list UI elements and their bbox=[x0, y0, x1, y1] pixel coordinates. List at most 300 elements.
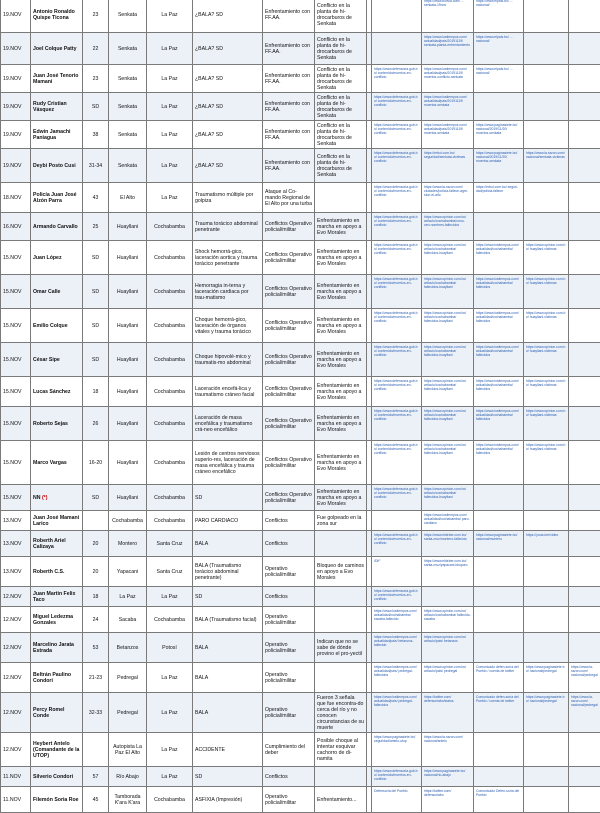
source-link-2[interactable] bbox=[422, 65, 474, 93]
source-link-2-text[interactable]: https://www.la-razon.com/ nacional/antelo bbox=[424, 735, 463, 743]
source-link-2-text[interactable]: https://twitter.com/ defensoriabo bbox=[424, 789, 451, 797]
name-cell-text: Roberto Sejas bbox=[33, 421, 68, 427]
source-link-5[interactable] bbox=[569, 663, 600, 693]
source-link-5 bbox=[569, 275, 600, 309]
source-link-2-text[interactable]: https://www.la-razon.com/ ciudades/policia-fallece-agre-sion-el-alto bbox=[424, 185, 468, 197]
source-link-4-text[interactable]: https://www.la-razon.com/ nacional/senkata-victimas bbox=[526, 151, 565, 159]
source-link-2-text[interactable]: https://www.opinion.com.bo/ articulo/cochabamba/ fallecidos-huayllani bbox=[424, 345, 466, 357]
circumstance-cell-text: Operativo policial/militar bbox=[265, 642, 296, 654]
city-cell bbox=[147, 531, 193, 557]
circumstance-cell bbox=[263, 587, 315, 607]
table-row bbox=[1, 485, 600, 511]
source-link-1 bbox=[372, 557, 422, 587]
circumstance-cell-text: Enfrentamiento con FF.AA. bbox=[265, 160, 310, 172]
source-link-1-text[interactable]: https://www.defensoria.gob.bo/ contenido/muertos-en-conflicto bbox=[374, 487, 418, 499]
source-link-4[interactable] bbox=[524, 531, 569, 557]
source-link-4[interactable] bbox=[524, 149, 569, 183]
context-cell bbox=[315, 241, 367, 275]
city-cell-text: Santa Cruz bbox=[157, 541, 183, 547]
date-cell bbox=[1, 343, 31, 377]
age-cell bbox=[83, 377, 109, 407]
source-link-3 bbox=[474, 587, 524, 607]
source-link-2-text[interactable]: https://www.opinion.com.bo/ articulo/cochabamba/ fallecidos-huayllani bbox=[424, 311, 466, 323]
cause-cell-text: ASFIXIA (Impresión) bbox=[195, 797, 242, 803]
zone-cell bbox=[109, 607, 147, 633]
source-link-1[interactable] bbox=[372, 93, 422, 121]
source-link-2-text[interactable]: https://www.opinion.com.bo/ articulo/cochabamba/ fallecido-sacaba bbox=[424, 609, 471, 621]
date-cell-text: 15.NOV bbox=[3, 421, 21, 427]
source-link-4[interactable] bbox=[524, 407, 569, 441]
source-link-1[interactable] bbox=[372, 65, 422, 93]
table-row bbox=[1, 183, 600, 213]
source-link-2-text[interactable]: https://www.opinion.com.bo/ articulo/cochabamba/ fallecidos-huayllani bbox=[424, 409, 466, 421]
source-link-1-text[interactable]: https://www.defensoria.gob.bo/ contenido/muertos-en-conflicto bbox=[374, 533, 418, 545]
source-link-1-text[interactable]: https://www.lostiempos.com/ actualidad/cochabamba/ sacaba-fallecido bbox=[374, 609, 417, 621]
source-link-2[interactable] bbox=[422, 213, 474, 241]
zone-cell bbox=[109, 241, 147, 275]
source-link-4-text[interactable]: https://www.opinion.com.bo/ huayllani-victimas bbox=[526, 311, 565, 319]
source-link-1-text: IDIF bbox=[374, 559, 380, 563]
source-link-1[interactable] bbox=[372, 663, 422, 693]
city-cell bbox=[147, 441, 193, 485]
source-link-1-text[interactable]: https://www.defensoria.gob.bo/ contenido/muertos-en-conflicto bbox=[374, 345, 418, 357]
source-link-2[interactable] bbox=[422, 407, 474, 441]
age-cell-text: 45 bbox=[93, 797, 99, 803]
zone-cell bbox=[109, 121, 147, 149]
source-link-2-text[interactable]: https://www.opinion.com.bo/ articulo/cochabamba/ fallecidos-huayllani bbox=[424, 379, 466, 391]
table-row bbox=[1, 587, 600, 607]
source-link-1[interactable] bbox=[372, 121, 422, 149]
source-link-2[interactable] bbox=[422, 33, 474, 65]
circumstance-cell bbox=[263, 377, 315, 407]
context-cell bbox=[315, 767, 367, 787]
source-link-3-text[interactable]: https://www.lostiempos.com/ actualidad/cochabamba/ fallecidos bbox=[476, 311, 519, 323]
source-link-1-text[interactable]: https://www.defensoria.gob.bo/ contenido/muertos-en-conflicto bbox=[374, 151, 418, 163]
source-link-2[interactable] bbox=[422, 183, 474, 213]
source-link-2[interactable] bbox=[422, 149, 474, 183]
source-link-4 bbox=[524, 557, 569, 587]
source-link-4-text[interactable]: https://www.opinion.com.bo/ huayllani-victimas bbox=[526, 243, 565, 251]
cause-cell bbox=[193, 587, 263, 607]
date-cell-text: 13.NOV bbox=[3, 541, 21, 547]
date-cell bbox=[1, 511, 31, 531]
name-cell-text: Silverio Condori bbox=[33, 774, 73, 780]
source-link-1-text[interactable]: https://www.defensoria.gob.bo/ contenido/muertos-en-conflicto bbox=[374, 185, 418, 197]
source-link-2-text[interactable]: https://www.lostiempos.com/ actualidad/pais/20191119/ muertos-conflicto-senkata bbox=[424, 67, 467, 79]
source-link-3[interactable] bbox=[474, 149, 524, 183]
source-link-1-text[interactable]: https://www.defensoria.gob.bo/ contenido/muertos-en-conflicto bbox=[374, 67, 418, 79]
context-cell bbox=[315, 693, 367, 733]
date-cell bbox=[1, 241, 31, 275]
source-link-4[interactable] bbox=[524, 241, 569, 275]
source-link-5 bbox=[569, 93, 600, 121]
source-link-3-text[interactable]: https://www.lostiempos.com/ actualidad/cochabamba/ fallecidos bbox=[476, 409, 519, 421]
source-link-3[interactable] bbox=[474, 275, 524, 309]
source-link-4[interactable] bbox=[524, 309, 569, 343]
source-link-2[interactable] bbox=[422, 275, 474, 309]
source-link-3-text[interactable]: https://www.elpais.bo/ ... nacional/ bbox=[476, 0, 513, 7]
city-cell-text: Cochabamba bbox=[154, 224, 185, 230]
source-link-2-text[interactable]: https://erbol.com.bo/ seguridad/senkata-victimas bbox=[424, 151, 465, 159]
source-link-1[interactable] bbox=[372, 767, 422, 787]
city-cell bbox=[147, 587, 193, 607]
source-link-5-text[interactable]: https://www.la-razon.com/ nacional/pedregal bbox=[571, 665, 598, 677]
date-cell-text: 12.NOV bbox=[3, 617, 21, 623]
source-link-2-text[interactable]: https://www.opinion.com.bo/ articulo/cochabamba/ fallecidos-huayllani bbox=[424, 487, 466, 499]
source-link-4-text[interactable]: https://www.opinion.com.bo/ huayllani-victimas bbox=[526, 409, 565, 417]
source-link-2-text[interactable]: https://www.opinion.com.bo/ articulo/cochabamba/ fallecidos-huayllani bbox=[424, 243, 466, 255]
source-link-2[interactable] bbox=[422, 377, 474, 407]
name-cell bbox=[31, 149, 83, 183]
city-cell bbox=[147, 33, 193, 65]
cause-cell-text: ¿BALA? SD bbox=[195, 132, 223, 138]
source-link-4[interactable] bbox=[524, 441, 569, 485]
source-link-3-text[interactable]: https://www.lostiempos.com/ actualidad/cochabamba/ fallecidos bbox=[476, 345, 519, 357]
source-link-1-text[interactable]: https://www.defensoria.gob.bo/ contenido/muertos-en-conflicto bbox=[374, 215, 418, 227]
name-cell-text: Edwin Jamachi Paniagua bbox=[33, 129, 70, 141]
name-cell bbox=[31, 767, 83, 787]
source-link-1[interactable] bbox=[372, 693, 422, 733]
source-link-3-text[interactable]: https://www.elpais.bo/ ... nacional/ bbox=[476, 35, 513, 43]
source-link-2-text[interactable]: https://www.opinion.com.bo/ articulo/cochabamba/cono-cen-nombres-fallecidos bbox=[424, 215, 466, 227]
zone-cell bbox=[109, 33, 147, 65]
source-link-1[interactable] bbox=[372, 241, 422, 275]
source-link-1-text[interactable]: https://www.defensoria.gob.bo/ contenido/muertos-en-conflicto bbox=[374, 95, 418, 107]
context-cell bbox=[315, 485, 367, 511]
circumstance-cell-text: Operativo policial/militar bbox=[265, 707, 296, 719]
source-link-4-text[interactable]: https://www.paginasiete.bo/ nacional/pedregal bbox=[526, 695, 564, 703]
age-cell bbox=[83, 587, 109, 607]
date-cell bbox=[1, 309, 31, 343]
source-link-1[interactable] bbox=[372, 485, 422, 511]
source-link-1-text[interactable]: https://www.defensoria.gob.bo/ contenido/muertos-en-conflicto bbox=[374, 443, 418, 455]
cause-cell bbox=[193, 275, 263, 309]
source-link-1[interactable] bbox=[372, 407, 422, 441]
source-link-5 bbox=[569, 343, 600, 377]
age-cell bbox=[83, 511, 109, 531]
source-link-2-text[interactable]: https://www.opinion.com.bo/ articulo/pais/ pedregal bbox=[424, 665, 466, 673]
source-link-3[interactable] bbox=[474, 377, 524, 407]
source-link-4-text[interactable]: https://youtu.be/video bbox=[526, 533, 558, 537]
age-cell bbox=[83, 0, 109, 33]
source-link-3[interactable] bbox=[474, 33, 524, 65]
source-link-4[interactable] bbox=[524, 693, 569, 733]
source-link-3[interactable] bbox=[474, 309, 524, 343]
source-link-4[interactable] bbox=[524, 663, 569, 693]
name-cell-text: NN bbox=[33, 495, 41, 501]
age-cell bbox=[83, 557, 109, 587]
source-link-2-text[interactable]: https://www.eldeber.com.bo/ santa-cruz/yapacani-bloqueo bbox=[424, 559, 468, 567]
cause-cell-text: ¿BALA? SD bbox=[195, 46, 223, 52]
source-link-3[interactable] bbox=[474, 183, 524, 213]
source-link-1-text[interactable]: https://www.defensoria.gob.bo/ contenido/muertos-en-conflicto bbox=[374, 379, 418, 391]
source-link-2[interactable] bbox=[422, 663, 474, 693]
city-cell-text: La Paz bbox=[161, 710, 177, 716]
cause-cell-text: ¿BALA? SD bbox=[195, 104, 223, 110]
zone-cell-text: Tamborada K'ara K'ara bbox=[115, 794, 141, 806]
source-link-1[interactable] bbox=[372, 183, 422, 213]
source-link-5 bbox=[569, 33, 600, 65]
source-link-1 bbox=[372, 787, 422, 813]
age-cell bbox=[83, 149, 109, 183]
zone-cell bbox=[109, 531, 147, 557]
source-link-1-text[interactable]: https://www.defensoria.gob.bo/ contenido/muertos-en-conflicto bbox=[374, 769, 418, 781]
source-link-2[interactable] bbox=[422, 787, 474, 813]
city-cell bbox=[147, 767, 193, 787]
age-cell-text: SD bbox=[92, 289, 99, 295]
source-link-1-text[interactable]: https://www.lostiempos.com/ actualidad/pais/ pedregal-fallecidos bbox=[374, 665, 417, 677]
zone-cell-text: Huayllani bbox=[117, 421, 138, 427]
source-link-1[interactable] bbox=[372, 441, 422, 485]
source-link-2[interactable] bbox=[422, 557, 474, 587]
source-link-2[interactable] bbox=[422, 241, 474, 275]
source-link-2[interactable] bbox=[422, 93, 474, 121]
source-link-1-text[interactable]: https://www.defensoria.gob.bo/ contenido/muertos-en-conflicto bbox=[374, 589, 418, 601]
source-link-4 bbox=[524, 213, 569, 241]
source-link-5-text[interactable]: https://www.la-razon.com/ nacional/pedregal bbox=[571, 695, 598, 707]
zone-cell-text: Huayllani bbox=[117, 460, 138, 466]
city-cell-text: Cochabamba bbox=[154, 421, 185, 427]
city-cell-text: La Paz bbox=[161, 46, 177, 52]
zone-cell bbox=[109, 485, 147, 511]
date-cell-text: 15.NOV bbox=[3, 460, 21, 466]
source-link-3[interactable] bbox=[474, 241, 524, 275]
circumstance-cell-text: Operativo policial/militar bbox=[265, 566, 296, 578]
circumstance-cell bbox=[263, 693, 315, 733]
circumstance-cell bbox=[263, 65, 315, 93]
source-link-2-text[interactable]: https://www.lostiempos.com/ actualidad/pais/20191119/ muertos-senkata bbox=[424, 95, 467, 107]
name-cell-text: Roberth C.S. bbox=[33, 569, 64, 575]
name-cell-text: Juan Martin Felix Taco bbox=[33, 591, 75, 603]
table-row bbox=[1, 213, 600, 241]
source-link-2[interactable] bbox=[422, 767, 474, 787]
source-link-1-text[interactable]: https://www.lostiempos.com/ actualidad/pais/ betanzos-fallecido bbox=[374, 635, 417, 647]
source-link-2-text[interactable]: https://twitter.com/ defensoriabo/status bbox=[424, 695, 454, 703]
source-link-2[interactable] bbox=[422, 343, 474, 377]
source-link-5 bbox=[569, 511, 600, 531]
source-link-5[interactable] bbox=[569, 693, 600, 733]
age-cell-text: 23 bbox=[93, 76, 99, 82]
source-link-2-text[interactable]: https://www.opinion.com.bo/ articulo/cochabamba/ fallecidos-huayllani bbox=[424, 277, 466, 289]
context-cell-text: Enfrentamiento en marcha en apoyo a Evo Morales bbox=[317, 383, 361, 401]
source-link-2-text[interactable]: https://www.eldeber.com.bo/ santa-cruz/montero-fallecido bbox=[424, 533, 467, 541]
source-link-2[interactable] bbox=[422, 441, 474, 485]
context-cell bbox=[315, 557, 367, 587]
source-link-5 bbox=[569, 241, 600, 275]
source-link-2-text[interactable]: https://www.paginasiete.bo/ nacional/rio-abajo bbox=[424, 769, 465, 777]
city-cell-text: Cochabamba bbox=[154, 617, 185, 623]
source-link-3-text[interactable]: https://www.lostiempos.com/ actualidad/cochabamba/ fallecidos bbox=[476, 277, 519, 289]
source-link-2-text[interactable]: https://www.opinion.com.bo/ articulo/cochabamba/ fallecidos-huayllani bbox=[424, 443, 466, 455]
cause-cell bbox=[193, 633, 263, 663]
source-link-1-text[interactable]: https://www.defensoria.gob.bo/ contenido/muertos-en-conflicto bbox=[374, 243, 418, 255]
source-link-3[interactable] bbox=[474, 343, 524, 377]
zone-cell bbox=[109, 275, 147, 309]
city-cell bbox=[147, 663, 193, 693]
city-cell bbox=[147, 241, 193, 275]
source-link-4-text[interactable]: https://www.opinion.com.bo/ huayllani-victimas bbox=[526, 379, 565, 387]
source-link-2[interactable] bbox=[422, 633, 474, 663]
city-cell-text: La Paz bbox=[161, 132, 177, 138]
cause-cell bbox=[193, 183, 263, 213]
context-cell-text: Enfrentamiento en marcha en apoyo a Evo Morales bbox=[317, 415, 361, 433]
name-cell bbox=[31, 309, 83, 343]
cause-cell bbox=[193, 511, 263, 531]
source-link-3-text: Comunicado Defen-soría del Pueblo bbox=[476, 789, 519, 797]
context-cell-text: Conflicto en la planta de hi-drocarburos de Senkata bbox=[317, 154, 352, 178]
date-cell bbox=[1, 531, 31, 557]
city-cell-text: La Paz bbox=[161, 76, 177, 82]
source-link-4 bbox=[524, 587, 569, 607]
date-cell-text: 13.NOV bbox=[3, 518, 21, 524]
source-link-5 bbox=[569, 0, 600, 33]
source-link-2[interactable] bbox=[422, 607, 474, 633]
source-link-3[interactable] bbox=[474, 0, 524, 33]
age-cell-text: 20 bbox=[93, 541, 99, 547]
cause-cell bbox=[193, 213, 263, 241]
circumstance-cell-text: Enfrentamiento con FF.AA. bbox=[265, 43, 310, 55]
source-link-3 bbox=[474, 607, 524, 633]
source-link-3[interactable] bbox=[474, 65, 524, 93]
source-link-1[interactable] bbox=[372, 377, 422, 407]
name-cell bbox=[31, 531, 83, 557]
source-link-1-text[interactable]: https://www.defensoria.gob.bo/ contenido/muertos-en-conflicto bbox=[374, 123, 418, 135]
source-link-3-text[interactable]: https://www.lostiempos.com/ actualidad/cochabamba/ fallecidos bbox=[476, 443, 519, 455]
source-link-5 bbox=[569, 121, 600, 149]
date-cell bbox=[1, 183, 31, 213]
source-link-3-text[interactable]: https://www.paginasiete.bo/ nacional/2019/11/20/ muertos-senkata bbox=[476, 151, 517, 163]
source-link-3 bbox=[474, 663, 524, 693]
source-link-2[interactable] bbox=[422, 693, 474, 733]
source-link-4-text[interactable]: https://www.opinion.com.bo/ huayllani-victimas bbox=[526, 443, 565, 451]
circumstance-cell bbox=[263, 663, 315, 693]
source-link-2-text[interactable]: https://www.opinion.com.bo/ articulo/pais/ betanzos bbox=[424, 635, 466, 643]
city-cell bbox=[147, 407, 193, 441]
date-cell bbox=[1, 693, 31, 733]
date-cell-text: 15.NOV bbox=[3, 495, 21, 501]
circumstance-cell bbox=[263, 767, 315, 787]
source-link-3[interactable] bbox=[474, 531, 524, 557]
date-cell-text: 12.NOV bbox=[3, 645, 21, 651]
name-cell-text: Percy Romel Conde bbox=[33, 707, 64, 719]
context-cell-text: Bloqueo de caminos en apoyo a Evo Morales bbox=[317, 563, 364, 581]
context-cell bbox=[315, 0, 367, 33]
context-cell bbox=[315, 33, 367, 65]
source-link-1-text[interactable]: https://www.lostiempos.com/ actualidad/pais/ pedregal-fallecidos bbox=[374, 695, 417, 707]
source-link-3-text[interactable]: https://www.lostiempos.com/ actualidad/cochabamba/ fallecidos bbox=[476, 379, 519, 391]
source-link-2[interactable] bbox=[422, 531, 474, 557]
context-cell bbox=[315, 183, 367, 213]
source-link-3[interactable] bbox=[474, 407, 524, 441]
circumstance-cell-text: Operativo policial/militar bbox=[265, 672, 296, 684]
city-cell-text: Cochabamba bbox=[154, 255, 185, 261]
source-link-5 bbox=[569, 787, 600, 813]
context-cell bbox=[315, 787, 367, 813]
source-link-1[interactable] bbox=[372, 149, 422, 183]
source-link-1-text[interactable]: https://www.defensoria.gob.bo/ contenido/muertos-en-conflicto bbox=[374, 311, 418, 323]
source-link-3[interactable] bbox=[474, 121, 524, 149]
source-link-3-text[interactable]: https://www.elpais.bo/ ... nacional/ bbox=[476, 67, 513, 75]
source-link-1[interactable] bbox=[372, 633, 422, 663]
source-link-3-text[interactable]: https://www.paginasiete.bo/ nacional/montero bbox=[476, 533, 517, 541]
zone-cell-text: Huayllani bbox=[117, 495, 138, 501]
source-link-1 bbox=[372, 33, 422, 65]
source-link-1[interactable] bbox=[372, 213, 422, 241]
source-link-4-text[interactable]: https://www.paginasiete.bo/ nacional/pedregal bbox=[526, 665, 564, 673]
date-cell-text: 12.NOV bbox=[3, 594, 21, 600]
circumstance-cell bbox=[263, 607, 315, 633]
source-link-1[interactable] bbox=[372, 607, 422, 633]
source-link-1[interactable] bbox=[372, 343, 422, 377]
source-link-4-text[interactable]: https://www.opinion.com.bo/ huayllani-victimas bbox=[526, 277, 565, 285]
source-link-3[interactable] bbox=[474, 441, 524, 485]
source-link-1[interactable] bbox=[372, 309, 422, 343]
source-link-2[interactable] bbox=[422, 121, 474, 149]
context-cell-text: Conflicto en la planta de hi-drocarburos de Senkata bbox=[317, 123, 352, 147]
source-link-2[interactable] bbox=[422, 485, 474, 511]
source-link-2[interactable] bbox=[422, 309, 474, 343]
source-link-1-text[interactable]: https://www.defensoria.gob.bo/ contenido/muertos-en-conflicto bbox=[374, 277, 418, 289]
source-link-4 bbox=[524, 511, 569, 531]
source-link-2-text[interactable]: https://www.lostiempos.com/ actualidad/pais/20191119/ senkata-planta-enfrentamiento bbox=[424, 35, 470, 47]
source-link-4 bbox=[524, 787, 569, 813]
table-row bbox=[1, 407, 600, 441]
source-link-2-text[interactable]: https://www.lostiempos.com/ actualidad/cochabamba/ paro-cardiaco bbox=[424, 513, 470, 525]
source-link-1-text[interactable]: https://www.paginasiete.bo/ seguridad/antelo-utop bbox=[374, 735, 415, 743]
source-link-3-text[interactable]: https://www.lostiempos.com/ actualidad/cochabamba/ fallecidos bbox=[476, 243, 519, 255]
source-link-4-text[interactable]: https://www.opinion.com.bo/ huayllani-victimas bbox=[526, 345, 565, 353]
age-cell-text: 25 bbox=[93, 224, 99, 230]
source-link-3-text[interactable]: https://erbol.com.bo/ seguri-dad/policia-fallece bbox=[476, 185, 518, 193]
date-cell-text: 16.NOV bbox=[3, 224, 21, 230]
circumstance-cell-text: Cumplimiento del deber bbox=[265, 744, 305, 756]
cause-cell bbox=[193, 767, 263, 787]
source-link-1[interactable] bbox=[372, 587, 422, 607]
source-link-4 bbox=[524, 33, 569, 65]
source-link-3-text[interactable]: https://www.paginasiete.bo/ nacional/2019/11/20/ muertos-senkata bbox=[476, 123, 517, 135]
source-link-1[interactable] bbox=[372, 275, 422, 309]
name-cell-text: Lucas Sánchez bbox=[33, 389, 70, 395]
source-link-1-text[interactable]: https://www.defensoria.gob.bo/ contenido/muertos-en-conflicto bbox=[374, 409, 418, 421]
cause-cell bbox=[193, 485, 263, 511]
source-link-2-text[interactable]: https://www.bolivia.com/ ... senkata-19nov bbox=[424, 0, 464, 7]
source-link-4[interactable] bbox=[524, 275, 569, 309]
city-cell-text: La Paz bbox=[161, 12, 177, 18]
source-link-2-text[interactable]: https://www.lostiempos.com/ actualidad/pais/20191119/ muertos-senkata bbox=[424, 123, 467, 135]
name-cell bbox=[31, 183, 83, 213]
name-cell bbox=[31, 557, 83, 587]
source-link-2[interactable] bbox=[422, 511, 474, 531]
source-link-4[interactable] bbox=[524, 343, 569, 377]
source-link-5 bbox=[569, 633, 600, 663]
cause-cell-text: Laceración encefá-lica y traumatismo cráneo facial bbox=[195, 386, 254, 398]
context-cell-text: Indican que no se sabe de dónde provino el pro-yectil bbox=[317, 639, 362, 657]
zone-cell bbox=[109, 557, 147, 587]
source-link-4[interactable] bbox=[524, 377, 569, 407]
city-cell-text: La Paz bbox=[161, 747, 177, 753]
zone-cell bbox=[109, 213, 147, 241]
source-link-1[interactable] bbox=[372, 531, 422, 557]
zone-cell-text: Huayllani bbox=[117, 323, 138, 329]
circumstance-cell-text: Conflictos Operativo policial/militar bbox=[265, 386, 312, 398]
date-cell bbox=[1, 663, 31, 693]
zone-cell-text: Huayllani bbox=[117, 357, 138, 363]
cause-cell bbox=[193, 377, 263, 407]
zone-cell-text: Betanzos bbox=[117, 645, 139, 651]
cause-cell bbox=[193, 441, 263, 485]
date-cell-text: 11.NOV bbox=[3, 774, 21, 780]
source-link-2[interactable] bbox=[422, 0, 474, 33]
